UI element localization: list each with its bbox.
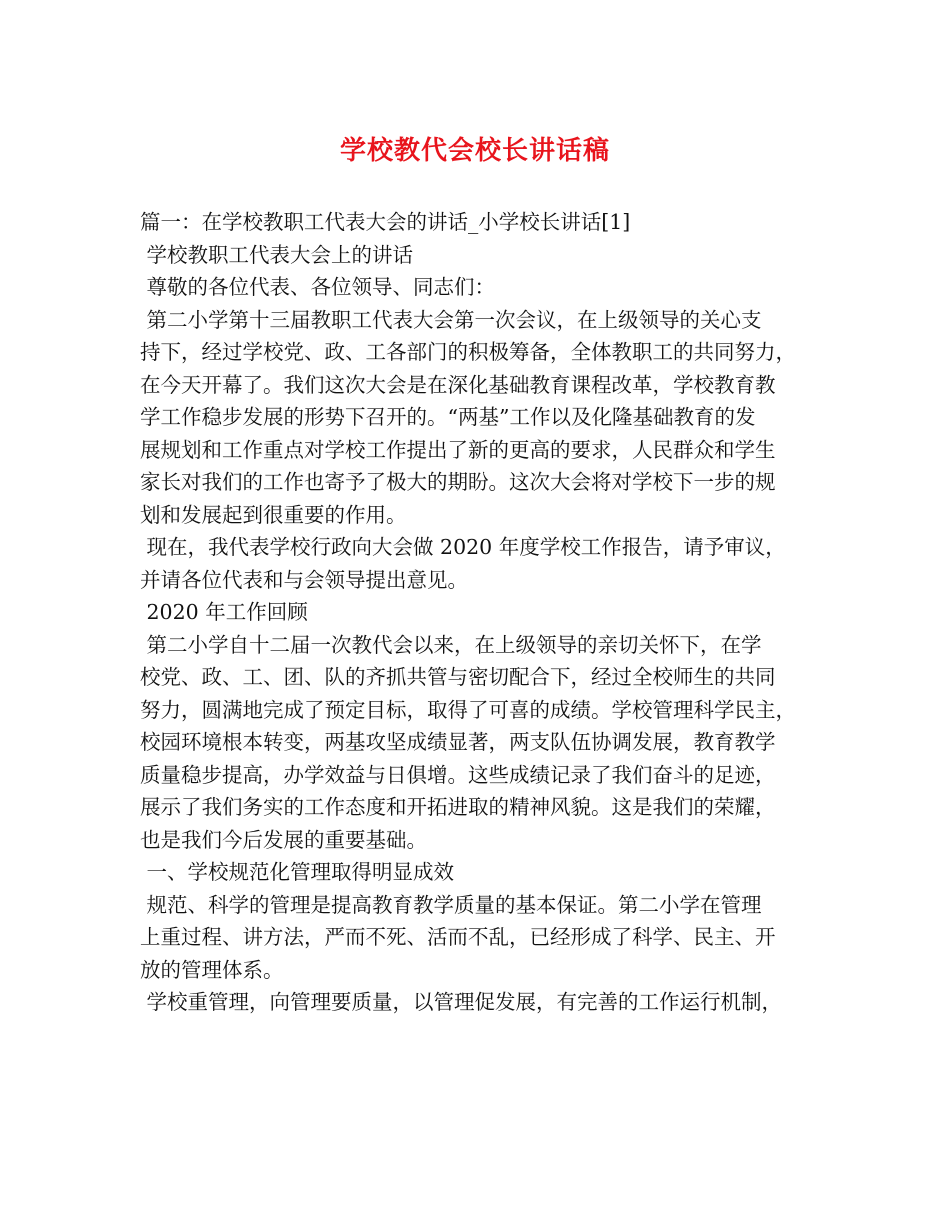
text-line: 放的管理体系。: [140, 957, 284, 982]
text-line: 学校重管理，向管理要质量，以管理促发展，有完善的工作运行机制，: [140, 990, 783, 1014]
text-line: 规范、科学的管理是提高教育教学质量的基本保证。第二小学在管理: [140, 892, 762, 917]
text-line: 第二小学自十二届一次教代会以来，在上级领导的亲切关怀下，在学: [140, 632, 762, 657]
text-line: 学校教职工代表大会上的讲话: [140, 242, 414, 267]
text-line: 展示了我们务实的工作态度和开拓进取的精神风貌。这是我们的荣耀，: [140, 795, 776, 819]
text-line: 努力，圆满地完成了预定目标，取得了可喜的成绩。学校管理科学民主，: [140, 697, 796, 722]
text-line: 上重过程、讲方法，严而不死、活而不乱，已经形成了科学、民主、开: [140, 925, 776, 949]
text-line: 在今天开幕了。我们这次大会是在深化基础教育课程改革，学校教育教: [140, 372, 776, 397]
text-line: 现在，我代表学校行政向大会做 2020 年度学校工作报告，请予审议，: [140, 535, 786, 559]
text-line: 质量稳步提高，办学效益与日俱增。这些成绩记录了我们奋斗的足迹，: [140, 762, 776, 787]
text-line: 尊敬的各位代表、各位领导、同志们：: [140, 275, 496, 299]
text-line: 展规划和工作重点对学校工作提出了新的更高的要求，人民群众和学生: [140, 437, 776, 462]
text-line: 学工作稳步发展的形势下召开的。“两基”工作以及化隆基础教育的发: [140, 405, 756, 429]
document-body: [140, 206, 820, 1019]
text-line: 也是我们今后发展的重要基础。: [140, 827, 427, 852]
text-line: 校党、政、工、团、队的齐抓共管与密切配合下，经过全校师生的共同: [140, 665, 776, 689]
text-line: 持下，经过学校党、政、工各部门的积极筹备，全体教职工的共同努力，: [140, 340, 796, 364]
text-line: 一、学校规范化管理取得明显成效: [140, 860, 455, 884]
text-line: 2020 年工作回顾: [140, 600, 308, 624]
text-line: 校园环境根本转变，两基攻坚成绩显著，两支队伍协调发展，教育教学: [140, 730, 776, 754]
text-line: 篇一：在学校教职工代表大会的讲话_小学校长讲话[1]: [140, 210, 631, 234]
text-line: 家长对我们的工作也寄予了极大的期盼。这次大会将对学校下一步的规: [140, 470, 776, 494]
text-line: 划和发展起到很重要的作用。: [140, 502, 407, 527]
text-line: 并请各位代表和与会领导提出意见。: [140, 567, 468, 592]
document-title: 学校教代会校长讲话稿: [339, 136, 610, 166]
text-line: 第二小学第十三届教职工代表大会第一次会议，在上级领导的关心支: [140, 307, 762, 332]
